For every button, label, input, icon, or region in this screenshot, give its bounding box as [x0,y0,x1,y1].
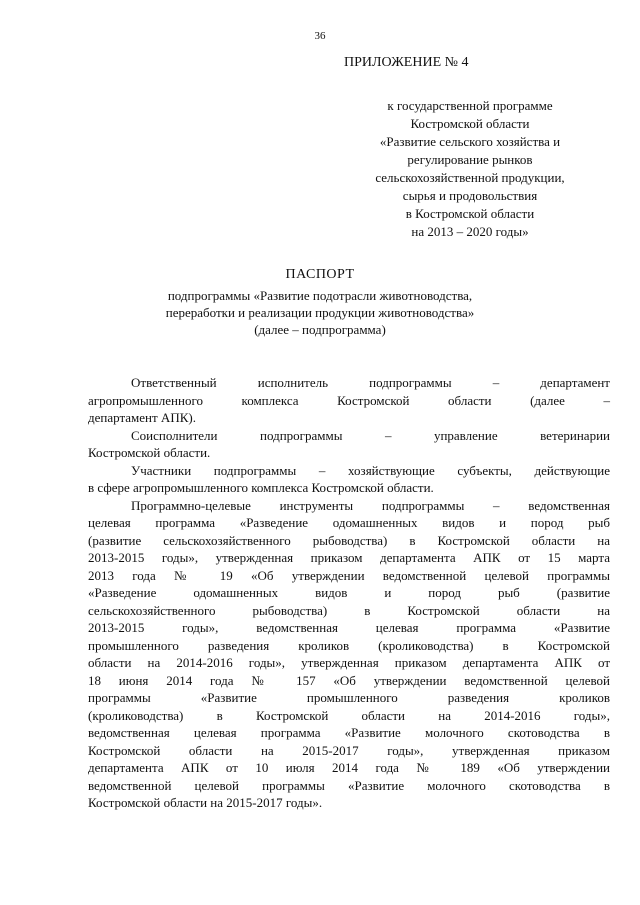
text-line: Костромской области на 2015-2017 годы». [88,795,323,810]
appendix-title: ПРИЛОЖЕНИЕ № 4 [344,55,469,70]
text-line: Программно-целевые инструменты подпрограммы – ведомственная [131,497,610,513]
text-line: ведомственная целевая программа «Развитие молочного скотоводства в [88,725,610,740]
passport-line: (далее – подпрограмма) [254,322,386,337]
text-line: 18 июня 2014 года № 157 «Об утверждении ведомственной целевой [88,672,610,688]
appendix-line: «Развитие сельского хозяйства и [379,134,561,149]
appendix-line: сырья и продовольствия [402,188,538,203]
text-line: 2013-2015 годы», ведомственная целевая программа «Развитие [88,620,610,635]
appendix-line: сельскохозяйственной продукции, [375,170,565,185]
appendix-line: в Костромской области [405,206,535,221]
passport-subtitle [60,287,580,338]
text-line: агропромышленного комплекса Костромской области (далее – [88,392,610,408]
text-line: 2013 года № 19 «Об утверждении ведомственной целевой программы [88,567,610,583]
text-line: программы «Развитие промышленного разведения кроликов [88,690,610,705]
text-line: сельскохозяйственного рыбоводства) в Костромской области на [88,602,610,618]
text-line: Ответственный исполнитель подпрограммы – департамент [131,375,610,390]
text-line: Соисполнители подпрограммы – управление ветеринарии [131,427,610,443]
paragraph-responsible [88,374,610,427]
text-line: целевая программа «Разведение одомашненных видов и пород рыб [88,515,610,530]
passport-line: переработки и реализации продукции животноводства» [165,305,475,320]
text-line: (кролиководства) в Костромской области на 2014-2016 годы», [88,707,610,723]
text-line: департамента АПК от 10 июля 2014 года № 189 «Об утверждении [88,760,610,775]
text-line: промышленного разведения кроликов (кролиководства) в Костромской [88,637,610,653]
appendix-line: к государственной программе [387,98,553,113]
text-line: в сфере агропромышленного комплекса Костромской области. [88,480,434,495]
paragraph-coexecutors [88,427,610,462]
text-line: ведомственной целевой программы «Развитие молочного скотоводства в [88,777,610,793]
text-line: 2013-2015 годы», утвержденная приказом департамента АПК от 15 марта [88,550,610,565]
text-line: «Разведение одомашненных видов и пород рыб (развитие [88,585,610,600]
appendix-line: на 2013 – 2020 годы» [411,224,529,239]
text-line: департамент АПК). [88,410,196,425]
body-text [88,374,610,812]
text-line: Костромской области. [88,445,211,460]
page-number: 36 [314,30,326,42]
paragraph-instruments [88,497,610,812]
paragraph-participants [88,462,610,497]
text-line: (развитие сельскохозяйственного рыбоводства) в Костромской области на [88,532,610,548]
appendix-line: регулирование рынков [407,152,533,167]
appendix-subtitle [320,97,620,241]
text-line: области на 2014-2016 годы», утвержденная приказом департамента АПК от [88,655,610,670]
passport-line: подпрограммы «Развитие подотрасли животноводства, [167,288,473,303]
appendix-line: Костромской области [410,116,530,131]
passport-title: ПАСПОРТ [285,267,355,282]
text-line: Участники подпрограммы – хозяйствующие субъекты, действующие [131,462,610,478]
text-line: Костромской области на 2015-2017 годы», утвержденная приказом [88,742,610,758]
